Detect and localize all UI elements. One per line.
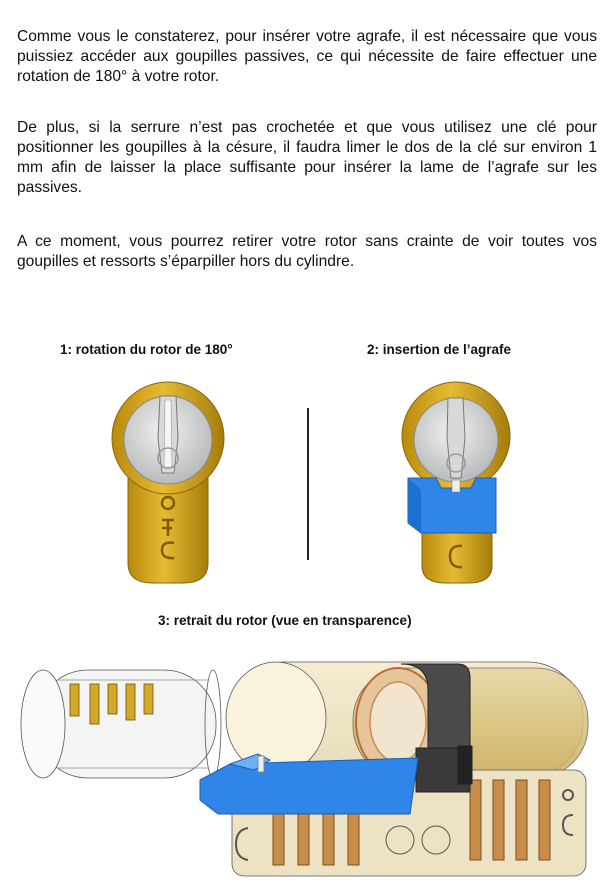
figure-3-caption: 3: retrait du rotor (vue en transparence) bbox=[158, 613, 412, 628]
extracted-rotor bbox=[21, 670, 221, 778]
blue-clip bbox=[200, 754, 418, 814]
figure-2-clip-insertion bbox=[396, 378, 516, 588]
figure-3-rotor-removal bbox=[18, 650, 603, 882]
paragraph-rotation: Comme vous le constaterez, pour insérer votre agrafe, il est nécessaire que vous puissiez accéder aux goupilles passives, ce qui nécessite de faire effectuer une rotation de 180° à votre rotor. bbox=[17, 28, 597, 85]
figure-2-caption: 2: insertion de l’agrafe bbox=[367, 342, 512, 357]
paragraph-key-filing: De plus, si la serrure n’est pas crochetée et que vous utilisez une clé pour positionner les goupilles à la césure, il faudra limer le dos de la clé sur environ 1 mm afin de laisser la place suffisante pour insérer la lame de l’agrafe sur les passives. bbox=[17, 119, 597, 196]
figure-1-rotor-rotation bbox=[108, 378, 228, 588]
figure-1-caption: 1: rotation du rotor de 180° bbox=[60, 342, 233, 357]
figure-divider bbox=[307, 408, 309, 560]
paragraph-rotor-removal: A ce moment, vous pourrez retirer votre rotor sans crainte de voir toutes vos goupilles et ressorts s’éparpiller hors du cylindre. bbox=[17, 233, 597, 270]
